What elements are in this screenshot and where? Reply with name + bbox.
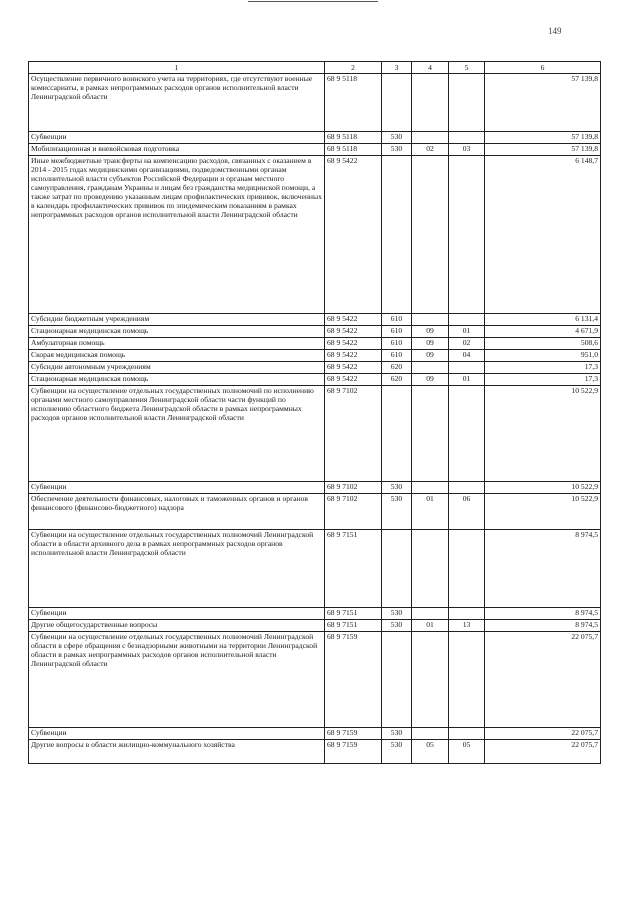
row-code-cell: 68 9 7102 bbox=[325, 386, 382, 482]
table-row bbox=[29, 144, 601, 156]
row-rz-cell bbox=[412, 728, 449, 740]
row-name-cell: Субвенции на осуществление отдельных государственных полномочий Ленинградской области в области архивного дела в рамках непрограммных расходов органов исполнительной власти Ленинградской области bbox=[29, 530, 325, 608]
row-rz-cell bbox=[412, 74, 449, 132]
table-row bbox=[29, 314, 601, 326]
table-row bbox=[29, 608, 601, 620]
row-code-cell: 68 9 5118 bbox=[325, 144, 382, 156]
row-vr-cell: 530 bbox=[382, 494, 412, 530]
table-row bbox=[29, 386, 601, 482]
row-vr-cell: 620 bbox=[382, 374, 412, 386]
row-sum-cell: 10 522,9 bbox=[485, 494, 601, 530]
table-row bbox=[29, 338, 601, 350]
table-row bbox=[29, 482, 601, 494]
header-col-2: 2 bbox=[325, 62, 382, 74]
budget-table bbox=[28, 61, 601, 764]
row-rz-cell: 09 bbox=[412, 338, 449, 350]
row-name-cell: Стационарная медицинская помощь bbox=[29, 374, 325, 386]
row-name-cell: Амбулаторная помощь bbox=[29, 338, 325, 350]
row-vr-cell: 530 bbox=[382, 608, 412, 620]
row-vr-cell: 620 bbox=[382, 362, 412, 374]
row-code-cell: 68 9 5422 bbox=[325, 362, 382, 374]
table-row bbox=[29, 728, 601, 740]
row-pr-cell bbox=[449, 482, 485, 494]
row-vr-cell bbox=[382, 74, 412, 132]
row-vr-cell bbox=[382, 530, 412, 608]
row-name-cell: Субвенции на осуществление отдельных государственных полномочий по исполнению органами местного самоуправления Ленинградской области части функций по исполнению областного бюджета Ленинградской области в рамках непрограммных расходов органов исполнительной власти Ленинградской области bbox=[29, 386, 325, 482]
row-vr-cell: 610 bbox=[382, 314, 412, 326]
row-vr-cell: 610 bbox=[382, 326, 412, 338]
header-col-5: 5 bbox=[449, 62, 485, 74]
row-code-cell: 68 9 7102 bbox=[325, 494, 382, 530]
table-row bbox=[29, 350, 601, 362]
row-vr-cell: 530 bbox=[382, 482, 412, 494]
row-vr-cell: 530 bbox=[382, 620, 412, 632]
table-row bbox=[29, 530, 601, 608]
row-rz-cell: 02 bbox=[412, 144, 449, 156]
row-pr-cell: 05 bbox=[449, 740, 485, 764]
row-rz-cell bbox=[412, 314, 449, 326]
row-name-cell: Скорая медицинская помощь bbox=[29, 350, 325, 362]
header-col-3: 3 bbox=[382, 62, 412, 74]
row-rz-cell bbox=[412, 530, 449, 608]
row-sum-cell: 17,3 bbox=[485, 374, 601, 386]
row-pr-cell: 03 bbox=[449, 144, 485, 156]
row-rz-cell bbox=[412, 482, 449, 494]
row-sum-cell: 57 139,8 bbox=[485, 74, 601, 132]
row-code-cell: 68 9 5422 bbox=[325, 338, 382, 350]
row-pr-cell bbox=[449, 386, 485, 482]
row-code-cell: 68 9 5422 bbox=[325, 314, 382, 326]
row-sum-cell: 8 974,5 bbox=[485, 530, 601, 608]
row-rz-cell: 01 bbox=[412, 494, 449, 530]
row-name-cell: Субсидии автономным учреждениям bbox=[29, 362, 325, 374]
row-pr-cell bbox=[449, 362, 485, 374]
header-col-6: 6 bbox=[485, 62, 601, 74]
row-name-cell: Субвенции bbox=[29, 132, 325, 144]
row-code-cell: 68 9 7151 bbox=[325, 608, 382, 620]
row-code-cell: 68 9 5422 bbox=[325, 374, 382, 386]
row-name-cell: Осуществление первичного воинского учета на территориях, где отсутствуют военные комиссариаты, в рамках непрограммных расходов органов исполнительной власти Ленинградской области bbox=[29, 74, 325, 132]
table-row bbox=[29, 632, 601, 728]
row-rz-cell bbox=[412, 386, 449, 482]
row-name-cell: Другие общегосударственные вопросы bbox=[29, 620, 325, 632]
row-rz-cell: 09 bbox=[412, 326, 449, 338]
table-row bbox=[29, 132, 601, 144]
row-rz-cell bbox=[412, 156, 449, 314]
row-vr-cell bbox=[382, 632, 412, 728]
row-rz-cell: 09 bbox=[412, 350, 449, 362]
row-vr-cell bbox=[382, 386, 412, 482]
row-pr-cell bbox=[449, 728, 485, 740]
table-row bbox=[29, 74, 601, 132]
row-sum-cell: 8 974,5 bbox=[485, 608, 601, 620]
row-vr-cell: 530 bbox=[382, 144, 412, 156]
row-code-cell: 68 9 5118 bbox=[325, 74, 382, 132]
row-sum-cell: 22 075,7 bbox=[485, 728, 601, 740]
row-rz-cell bbox=[412, 632, 449, 728]
row-pr-cell: 04 bbox=[449, 350, 485, 362]
row-name-cell: Субвенции на осуществление отдельных государственных полномочий Ленинградской области в сфере обращения с безнадзорными животными на территории Ленинградской области в рамках непрограммных расходов органов исполнительной власти Ленинградской области bbox=[29, 632, 325, 728]
row-sum-cell: 508,6 bbox=[485, 338, 601, 350]
row-sum-cell: 17,3 bbox=[485, 362, 601, 374]
table-row bbox=[29, 326, 601, 338]
row-name-cell: Другие вопросы в области жилищно-коммунального хозяйства bbox=[29, 740, 325, 764]
row-pr-cell bbox=[449, 156, 485, 314]
table-row bbox=[29, 362, 601, 374]
row-vr-cell: 610 bbox=[382, 350, 412, 362]
row-name-cell: Мобилизационная и вневойсковая подготовка bbox=[29, 144, 325, 156]
row-pr-cell bbox=[449, 74, 485, 132]
row-rz-cell bbox=[412, 132, 449, 144]
row-sum-cell: 6 148,7 bbox=[485, 156, 601, 314]
row-pr-cell bbox=[449, 632, 485, 728]
row-name-cell: Субвенции bbox=[29, 482, 325, 494]
row-pr-cell: 06 bbox=[449, 494, 485, 530]
header-col-4: 4 bbox=[412, 62, 449, 74]
row-vr-cell: 530 bbox=[382, 728, 412, 740]
row-pr-cell bbox=[449, 314, 485, 326]
row-rz-cell bbox=[412, 362, 449, 374]
row-sum-cell: 22 075,7 bbox=[485, 740, 601, 764]
row-sum-cell: 6 131,4 bbox=[485, 314, 601, 326]
row-rz-cell: 09 bbox=[412, 374, 449, 386]
table-row bbox=[29, 494, 601, 530]
row-sum-cell: 10 522,9 bbox=[485, 482, 601, 494]
row-sum-cell: 951,0 bbox=[485, 350, 601, 362]
row-sum-cell: 4 671,9 bbox=[485, 326, 601, 338]
row-pr-cell: 02 bbox=[449, 338, 485, 350]
row-sum-cell: 8 974,5 bbox=[485, 620, 601, 632]
row-rz-cell bbox=[412, 608, 449, 620]
row-sum-cell: 22 075,7 bbox=[485, 632, 601, 728]
table-row bbox=[29, 740, 601, 764]
row-name-cell: Иные межбюджетные трансферты на компенсацию расходов, связанных с оказанием в 2014 - 2015 годах медицинскими организациями, подведомственными органам исполнительной власти субъектов Российской Федерации и органам местного самоуправления, гражданам Украины и лицам без гражданства медицинской помощи, а также затрат по проведению указанным лицам профилактических прививок, включенных в календарь профилактических прививок по эпидемическим показаниям в рамках непрограммных расходов органов исполнительной власти Ленинградской области bbox=[29, 156, 325, 314]
row-code-cell: 68 9 5422 bbox=[325, 156, 382, 314]
row-pr-cell bbox=[449, 132, 485, 144]
row-rz-cell: 01 bbox=[412, 620, 449, 632]
row-name-cell: Стационарная медицинская помощь bbox=[29, 326, 325, 338]
row-pr-cell: 01 bbox=[449, 374, 485, 386]
row-code-cell: 68 9 5422 bbox=[325, 350, 382, 362]
row-pr-cell: 13 bbox=[449, 620, 485, 632]
row-name-cell: Субсидии бюджетным учреждениям bbox=[29, 314, 325, 326]
row-vr-cell: 610 bbox=[382, 338, 412, 350]
row-name-cell: Субвенции bbox=[29, 608, 325, 620]
row-code-cell: 68 9 7159 bbox=[325, 632, 382, 728]
header-col-1: 1 bbox=[29, 62, 325, 74]
table-row bbox=[29, 620, 601, 632]
row-name-cell: Субвенции bbox=[29, 728, 325, 740]
row-vr-cell bbox=[382, 156, 412, 314]
row-vr-cell: 530 bbox=[382, 740, 412, 764]
table-row bbox=[29, 156, 601, 314]
page-number: 149 bbox=[548, 26, 562, 36]
row-code-cell: 68 9 7151 bbox=[325, 530, 382, 608]
row-pr-cell: 01 bbox=[449, 326, 485, 338]
row-code-cell: 68 9 5118 bbox=[325, 132, 382, 144]
row-code-cell: 68 9 7159 bbox=[325, 728, 382, 740]
table-row bbox=[29, 374, 601, 386]
table-header-row bbox=[29, 62, 601, 74]
row-code-cell: 68 9 7151 bbox=[325, 620, 382, 632]
row-rz-cell: 05 bbox=[412, 740, 449, 764]
row-sum-cell: 57 139,8 bbox=[485, 144, 601, 156]
top-edge-rule bbox=[248, 1, 378, 2]
row-pr-cell bbox=[449, 530, 485, 608]
row-vr-cell: 530 bbox=[382, 132, 412, 144]
row-code-cell: 68 9 7102 bbox=[325, 482, 382, 494]
row-code-cell: 68 9 7159 bbox=[325, 740, 382, 764]
row-name-cell: Обеспечение деятельности финансовых, налоговых и таможенных органов и органов финансового (финансово-бюджетного) надзора bbox=[29, 494, 325, 530]
row-pr-cell bbox=[449, 608, 485, 620]
row-code-cell: 68 9 5422 bbox=[325, 326, 382, 338]
row-sum-cell: 57 139,8 bbox=[485, 132, 601, 144]
row-sum-cell: 10 522,9 bbox=[485, 386, 601, 482]
